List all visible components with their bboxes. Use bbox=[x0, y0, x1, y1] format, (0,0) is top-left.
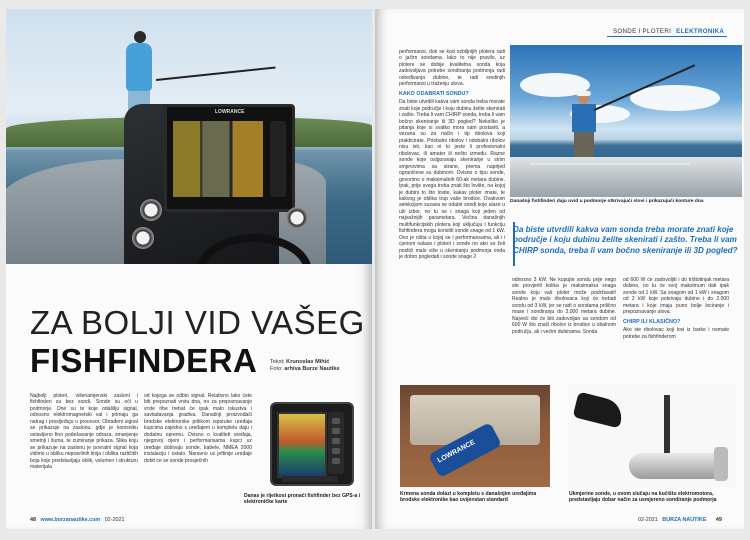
credit-text-name: Krunoslav Mihić bbox=[286, 359, 330, 365]
credits bbox=[270, 359, 340, 373]
left-footer bbox=[30, 517, 125, 523]
screen-brand-logo: LOWRANCE bbox=[215, 109, 245, 115]
device-caption: Danas je rijetkost pronaći fishfinder bez GPS-a i elektroničke karte bbox=[244, 493, 361, 506]
credit-photo-name: arhiva Burze Nautike bbox=[284, 366, 340, 372]
left-body-col2 bbox=[144, 393, 252, 464]
motor-housing bbox=[629, 453, 725, 479]
transducer bbox=[573, 392, 626, 429]
fishing-rod bbox=[156, 66, 276, 81]
credit-photo-label: Foto: bbox=[270, 366, 283, 372]
transom-transducer-photo bbox=[400, 385, 550, 487]
transducer-logo: LOWRANCE bbox=[436, 438, 477, 465]
right-body-col3 bbox=[623, 277, 729, 340]
body-text: Najbolji ploteri, višenamjenski zaslonI i fishfinderi su bez sondi. Sonde su oči u podmorje. One su te koje odašilju signal, odnosno elektromagnetski val i primaju ga natrag i prosljeđuju u procesor. Obrađeni signal se prikazuje na zaslonu, gdje je konisniku ostavljeno fino podešavanje odraza, smanjenje smetnji i šuma, te zumiranje prikaza. Slika koju se prikazuje na zaslonu je povratni signal koja vidimo u obliku nepravilnih linija i oblika različitih boja koje predstavljaju oblik, volumen i strukturu materijala bbox=[30, 393, 138, 470]
left-page bbox=[6, 9, 372, 529]
body-text: Ako ste ribolovac koji lovi iz barke i nemate potrebe za fishfinderom bbox=[623, 327, 729, 340]
body-text: od 600 W će zadovoljiti i do trištotinjak metara dubine, no tu će svoj maksimum dati ipak sonde od 1 kW. Sa snagom od 1 kW i snagom od 2 kW koje pokrivaju dubine i do 2.000 metara i koje imaju puno bolje lociranje i prepoznavanje ulova. bbox=[623, 277, 729, 316]
subheading: CHIRP ILI KLASIČNO? bbox=[623, 318, 681, 325]
motor-fin bbox=[714, 447, 728, 481]
right-page bbox=[375, 9, 744, 529]
body-text: performansi, dok se kod ozbiljnijih plotera radi o jačim sondama. Iako to nije pravilo, uz plotere se dobije kvalitetna sonda koja zadovoljava potrebe sondiranja podmorja radi određivanja dubine, te radi sredinjih performansi u traženju ulova. bbox=[399, 49, 505, 88]
page-number: 48 bbox=[30, 517, 36, 523]
photo2-caption: Krmena sonda dolazi u kompletu s današnjim uređajima brodske elektronike kao uvijenstan standard bbox=[400, 491, 537, 504]
header-rule bbox=[607, 36, 727, 37]
angler-figure bbox=[570, 93, 598, 165]
sonar-display bbox=[173, 121, 263, 197]
right-footer bbox=[638, 517, 722, 523]
boat-rail bbox=[530, 163, 690, 165]
device-keypad bbox=[328, 412, 344, 474]
gauge-icon bbox=[140, 199, 162, 221]
trolling-motor-transducer-photo bbox=[569, 385, 735, 487]
body-text: Da biste utvrdili kakva vam sonda treba morate znati koje područje i koju dubinu želite skenirati i zašto. Treba li vam CHIRP sonda, treba li vam bočno skeniranje ili 3D pogled? Nekoliko je pitanja koje si svatko mora sam postaviti, a vezana su za način i tip ribolova koji prakticirate. Priobalni ribolov i odobalni ribolov nisu isti, kao ni to jeste li profesionalni ribolovac, ili amater ili nešto između. Razne sonde koje osiguravaju skeniranje u sirim smjerovima sa strane, prema naprijed ograničene su dubinom. Ovisno o tipu sonde, govorimo o maksimalnih 60-ak metara dubine. Ipak, prije svega treba znati što loviite, na kojoj je dubini to što lovite, kakav ploter imate, te kakvog je oblika trup vaše brodice. Ovakvom selekcijom suzava se odabir sondi koje ulaze u uži izbor, no tu se i snaga koji jeden od najvažnijih parametara. Većina današnjih multifunkcijskih plotera koji uključuju i funkciju fishfindera mogu koristiti sonde snage od 1 kW. Ovo je ništa u kojoj se i performansama, ali i i cjenom nalaze i ploteri i sonde no ako se želi postići malo više u skeniranju podmorja onda je dobro pogledati i sonde snage 2 bbox=[399, 99, 505, 261]
body-text: od kojega se odbio signal. Relativno lako ćete biti prepoznati vrstu dna, no za prepoznavanje vrste ribe trebat će ipak malo iskustva i savladavanja gradiva. Današnji proizvođači brodske elektronike prilikom isporuke uređaja kupcima zajedno s uređajem u kompletu daju i dodatnu opremu. Ovisno o kvaliteti uređaja, njegovoj cijeni i performansama kupci uz uređaje dobivaju sonde, kabele, NMEA 2000 instalaciju i ostalo. Naravno uz jeftinije uređaje dobit će se sonde prosječnih bbox=[144, 393, 252, 464]
footer-brand: BURZA NAUTIKE bbox=[662, 517, 707, 523]
footer-website: www.burzanautike.com bbox=[40, 517, 101, 523]
credit-text-label: Tekst: bbox=[270, 359, 285, 365]
left-body-col1 bbox=[30, 393, 138, 470]
footer-issue: 02-2021 bbox=[104, 517, 125, 523]
right-body-col1 bbox=[399, 49, 505, 261]
subheading: KAKO ODABRATI SONDU? bbox=[399, 90, 469, 97]
gauge-icon bbox=[286, 207, 308, 229]
screen-keypad bbox=[270, 121, 286, 197]
body-text: odnosno 3 kW. Ne kupujte sondu prije nego ste provjerili kolika je maksimalna snaga sonde koju vaš ploter može podržavati! Realno je malo ribolovaca koji će trebati sondu od 3 kW, jer se radi o sondama prilično mase i sondiranju do 3.000 metara dubine. Najveći dio će biti zadovoljan sa sondom od 600 W što znači ribolov iz brodice u obalnom području, ali i većim dubinama. Sonda bbox=[512, 277, 616, 335]
angler-fighting-fish-photo bbox=[510, 45, 742, 197]
fishfinder-device-photo bbox=[270, 402, 354, 486]
footer-issue: 02-2021 bbox=[638, 517, 658, 523]
pull-quote: Da biste utvrdili kakva vam sonda treba morate znati koje područje i koju dubinu želite skenirati i zašto. Treba li vam CHIRP sonda, treba li vam bočno skeniranje ili 3D pogled? bbox=[513, 225, 738, 255]
photo3-caption: Ukmjerine sonde, u ovom slučaju na kućištu elektromotora, predstavljaju dobar način za usmjereno sondiranje podmorja bbox=[569, 491, 717, 504]
page-number: 49 bbox=[715, 517, 722, 523]
right-body-col2 bbox=[512, 277, 616, 335]
device-screen bbox=[277, 412, 327, 478]
gauge-icon bbox=[132, 227, 154, 249]
section-header-accent: ELEKTRONIKA bbox=[676, 28, 725, 35]
fishfinder-screen bbox=[164, 104, 295, 212]
headline-line1: ZA BOLJI VID VAŠEG bbox=[30, 304, 365, 341]
photo1-caption: Današnji fishfinderi daju uvid u podmorje otkrivajući slovi i prikazujući konture dna bbox=[510, 199, 704, 204]
headline-line2: FISHFINDERA bbox=[30, 342, 258, 379]
device-bracket bbox=[282, 476, 338, 482]
boat-console-photo bbox=[6, 9, 372, 264]
section-header-plain: SONDE I PLOTERI bbox=[613, 28, 672, 35]
section-header bbox=[613, 28, 724, 35]
